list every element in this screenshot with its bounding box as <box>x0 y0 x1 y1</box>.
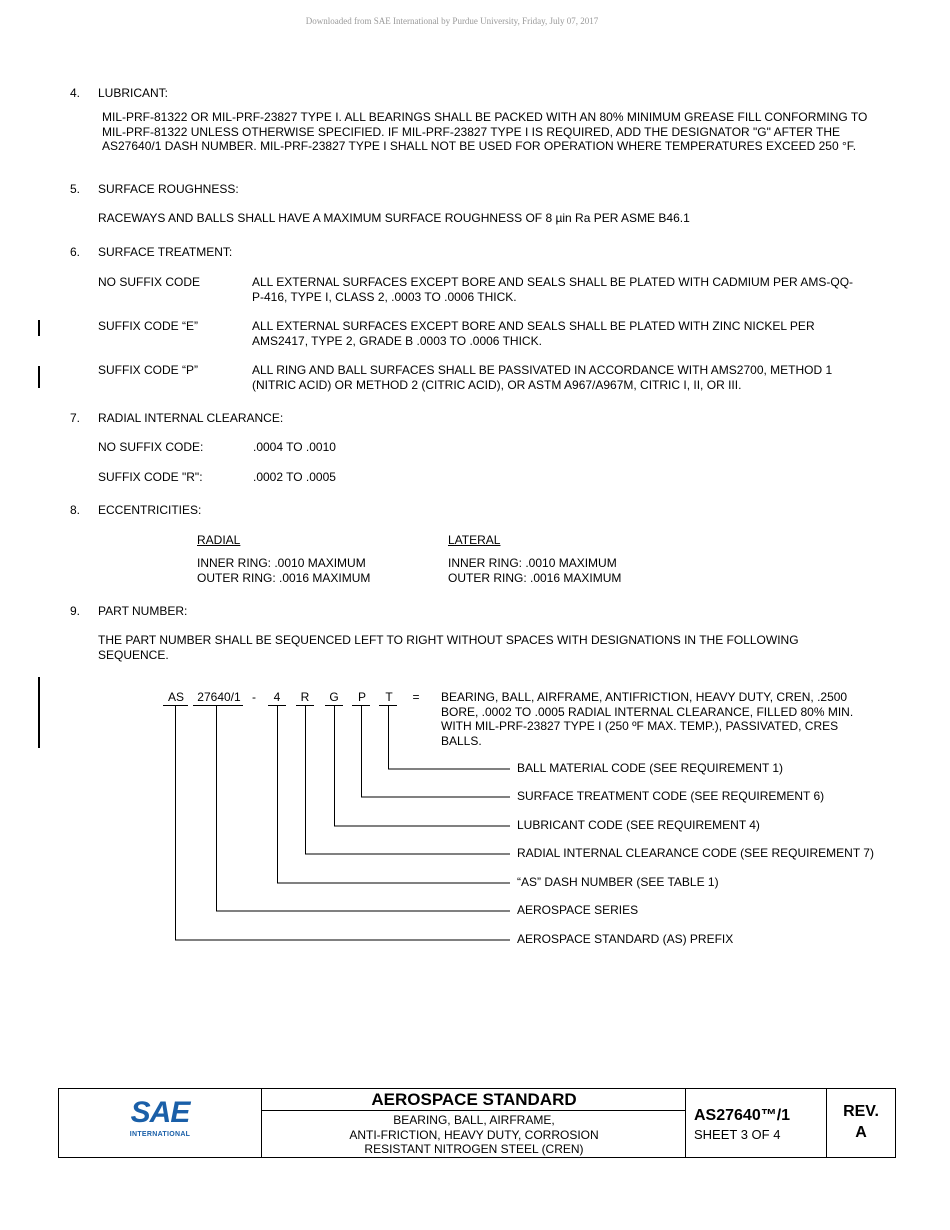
legend-as-prefix: AEROSPACE STANDARD (AS) PREFIX <box>517 932 734 946</box>
treatment-text: ALL EXTERNAL SURFACES EXCEPT BORE AND SEALS SHALL BE PLATED WITH CADMIUM PER AMS-QQ-P-416, TYPE I, CLASS 2, .0003 TO .0006 THICK. <box>252 275 854 304</box>
lateral-outer-ring: OUTER RING: .0016 MAXIMUM <box>448 571 622 585</box>
revision-value: A <box>855 1124 867 1141</box>
lateral-column-title: LATERAL <box>448 533 501 547</box>
document-number-cell <box>685 1089 827 1157</box>
radial-outer-ring: OUTER RING: .0016 MAXIMUM <box>197 571 371 585</box>
sae-logo-mark: SAE <box>130 1096 190 1129</box>
revision-cell <box>826 1089 895 1157</box>
section-heading-part-number: PART NUMBER: <box>98 604 188 618</box>
section-number: 7. <box>70 411 81 425</box>
leader-dash-number <box>278 706 511 883</box>
treatment-code: NO SUFFIX CODE <box>98 275 201 289</box>
section-heading-eccentricities: ECCENTRICITIES: <box>98 503 202 517</box>
section-number: 4. <box>70 86 81 100</box>
clearance-label: SUFFIX CODE "R": <box>98 470 203 484</box>
pn-equals: = <box>412 690 420 704</box>
lateral-inner-ring: INNER RING: .0010 MAXIMUM <box>448 556 617 570</box>
leader-ball-material <box>389 706 511 769</box>
clearance-label: NO SUFFIX CODE: <box>98 440 204 454</box>
pn-surface-code: P <box>357 690 366 704</box>
title-cell <box>261 1089 686 1157</box>
treatment-code: SUFFIX CODE “P” <box>98 363 199 377</box>
title-block <box>58 1088 896 1158</box>
part-number-description: BEARING, BALL, AIRFRAME, ANTIFRICTION, HEAVY DUTY, CREN, .2500 BORE, .0002 TO .0005 RADIAL INTERNAL CLEARANCE, FILLED 80% MIN. WITH MIL-PRF-23827 TYPE I (250 ºF MAX. TEMP.), PASSIVATED, CRES BALLS. <box>441 690 854 748</box>
sae-logo-subtext: INTERNATIONAL <box>129 1131 191 1138</box>
surface-roughness-paragraph: RACEWAYS AND BALLS SHALL HAVE A MAXIMUM SURFACE ROUGHNESS OF 8 µin Ra PER ASME B46.1 <box>98 211 690 225</box>
section-heading-surface-treatment: SURFACE TREATMENT: <box>98 245 233 259</box>
legend-radial-clearance: RADIAL INTERNAL CLEARANCE CODE (SEE REQUIREMENT 7) <box>517 846 874 860</box>
pn-series: 27640/1 <box>197 690 241 704</box>
section-number: 9. <box>70 604 81 618</box>
radial-column-title: RADIAL <box>197 533 241 547</box>
clearance-value: .0004 TO .0010 <box>253 440 336 454</box>
pn-prefix-as: AS <box>167 690 184 704</box>
leader-surface-treatment <box>362 706 511 797</box>
pn-ball-material-code: T <box>385 690 393 704</box>
download-watermark: Downloaded from SAE International by Purdue University, Friday, July 07, 2017 <box>305 16 599 26</box>
legend-ball-material: BALL MATERIAL CODE (SEE REQUIREMENT 1) <box>517 761 784 775</box>
part-number-paragraph: THE PART NUMBER SHALL BE SEQUENCED LEFT TO RIGHT WITHOUT SPACES WITH DESIGNATIONS IN THE FOLLOWING SEQUENCE. <box>98 633 799 662</box>
lubricant-paragraph: MIL-PRF-81322 OR MIL-PRF-23827 TYPE I. ALL BEARINGS SHALL BE PACKED WITH AN 80% MINIMUM GREASE FILL CONFORMING TO MIL-PRF-81322 UNLESS OTHERWISE SPECIFIED. IF MIL-PRF-23827 TYPE I IS REQUIRED, ADD THE DESIGNATOR "G" AFTER THE AS27640/1 DASH NUMBER. MIL-PRF-23827 TYPE I SHALL NOT BE USED FOR OPERATION WHERE TEMPERATURES EXCEED 250 °F. <box>102 110 868 153</box>
pn-dash: - <box>252 690 256 704</box>
legend-surface-treatment: SURFACE TREATMENT CODE (SEE REQUIREMENT 6) <box>517 789 825 803</box>
treatment-text: ALL RING AND BALL SURFACES SHALL BE PASSIVATED IN ACCORDANCE WITH AMS2700, METHOD 1 (NITRIC ACID) OR METHOD 2 (CITRIC ACID), OR ASTM A967/A967M, CITRIC I, II, OR III. <box>252 363 833 392</box>
pn-lubricant-code: G <box>329 690 339 704</box>
treatment-text: ALL EXTERNAL SURFACES EXCEPT BORE AND SEALS SHALL BE PLATED WITH ZINC NICKEL PER AMS2417, TYPE 2, GRADE B .0003 TO .0006 THICK. <box>252 319 815 348</box>
subtitle-line: BEARING, BALL, AIRFRAME, <box>393 1113 555 1127</box>
leader-aerospace-series <box>217 706 511 911</box>
section-number: 5. <box>70 182 81 196</box>
legend-lubricant: LUBRICANT CODE (SEE REQUIREMENT 4) <box>517 818 760 832</box>
document-number: AS27640™/1 <box>694 1107 791 1124</box>
pn-dash-number: 4 <box>273 690 281 704</box>
leader-radial-clearance <box>306 706 511 854</box>
revision-label: REV. <box>843 1103 879 1120</box>
sae-logo <box>59 1089 261 1157</box>
section-heading-radial-clearance: RADIAL INTERNAL CLEARANCE: <box>98 411 284 425</box>
section-heading-lubricant: LUBRICANT: <box>98 86 169 100</box>
leader-as-prefix <box>176 706 511 940</box>
aerospace-standard-heading: AEROSPACE STANDARD <box>262 1089 686 1111</box>
section-number: 6. <box>70 245 81 259</box>
subtitle-line: RESISTANT NITROGEN STEEL (CREN) <box>364 1142 584 1156</box>
pn-clearance-code: R <box>300 690 310 704</box>
clearance-value: .0002 TO .0005 <box>253 470 336 484</box>
legend-aerospace-series: AEROSPACE SERIES <box>517 903 639 917</box>
leader-lubricant <box>335 706 511 826</box>
section-number: 8. <box>70 503 81 517</box>
sheet-number: SHEET 3 OF 4 <box>694 1127 781 1142</box>
legend-dash-number: “AS” DASH NUMBER (SEE TABLE 1) <box>517 875 719 889</box>
section-heading-surface-roughness: SURFACE ROUGHNESS: <box>98 182 239 196</box>
treatment-code: SUFFIX CODE “E” <box>98 319 199 333</box>
subtitle-line: ANTI-FRICTION, HEAVY DUTY, CORROSION <box>349 1127 599 1142</box>
radial-inner-ring: INNER RING: .0010 MAXIMUM <box>197 556 366 570</box>
